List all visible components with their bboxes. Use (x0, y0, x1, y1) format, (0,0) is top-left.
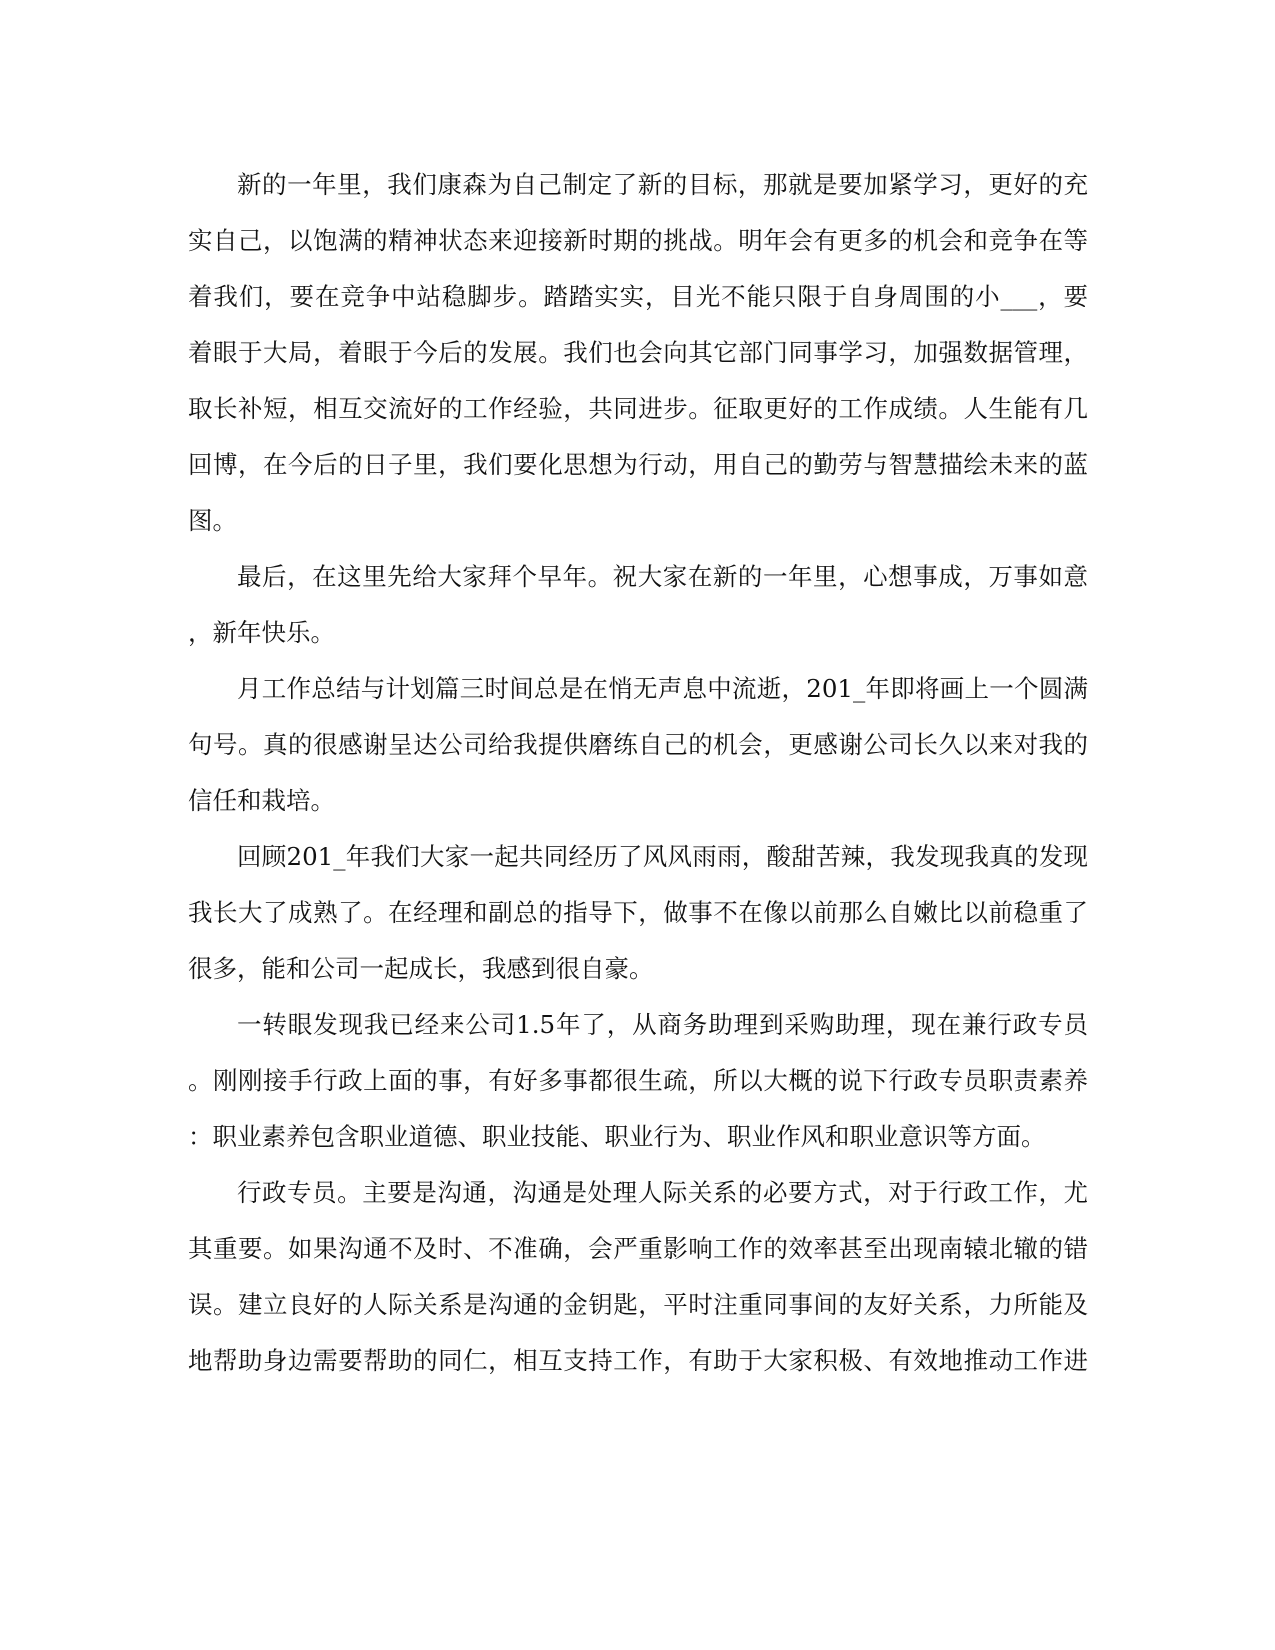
paragraph-6-line-3: 误。建立良好的人际关系是沟通的金钥匙，平时注重同事间的友好关系，力所能及 (188, 1290, 1088, 1319)
paragraph-1-line-3: 着我们，要在竞争中站稳脚步。踏踏实实，目光不能只限于自身周围的小___，要 (188, 282, 1088, 311)
paragraph-1-line-7: 图。 (188, 506, 237, 535)
paragraph-5-line-2: 。刚刚接手行政上面的事，有好多事都很生疏，所以大概的说下行政专员职责素养 (188, 1066, 1088, 1095)
paragraph-1-line-5: 取长补短，相互交流好的工作经验，共同进步。征取更好的工作成绩。人生能有几 (188, 394, 1088, 423)
paragraph-3-line-2: 句号。真的很感谢呈达公司给我提供磨练自己的机会，更感谢公司长久以来对我的 (188, 730, 1088, 759)
paragraph-1-line-6: 回博，在今后的日子里，我们要化思想为行动，用自己的勤劳与智慧描绘未来的蓝 (188, 450, 1088, 479)
paragraph-5-line-3: ：职业素养包含职业道德、职业技能、职业行为、职业作风和职业意识等方面。 (188, 1122, 1046, 1151)
paragraph-4-line-1: 回顾201_年我们大家一起共同经历了风风雨雨，酸甜苦辣，我发现我真的发现 (237, 842, 1088, 871)
paragraph-2-line-2: ，新年快乐。 (188, 618, 335, 647)
paragraph-3-line-3: 信任和栽培。 (188, 786, 335, 815)
paragraph-5-line-1: 一转眼发现我已经来公司1.5年了，从商务助理到采购助理，现在兼行政专员 (237, 1010, 1088, 1039)
paragraph-6-line-4: 地帮助身边需要帮助的同仁，相互支持工作，有助于大家积极、有效地推动工作进 (188, 1346, 1088, 1375)
paragraph-1-line-1: 新的一年里，我们康森为自己制定了新的目标，那就是要加紧学习，更好的充 (237, 170, 1088, 199)
paragraph-4-line-2: 我长大了成熟了。在经理和副总的指导下，做事不在像以前那么自嫩比以前稳重了 (188, 898, 1088, 927)
paragraph-1-line-2: 实自己，以饱满的精神状态来迎接新时期的挑战。明年会有更多的机会和竞争在等 (188, 226, 1088, 255)
paragraph-3-line-1: 月工作总结与计划篇三时间总是在悄无声息中流逝，201_年即将画上一个圆满 (237, 674, 1088, 703)
paragraph-6-line-2: 其重要。如果沟通不及时、不准确，会严重影响工作的效率甚至出现南辕北辙的错 (188, 1234, 1088, 1263)
paragraph-4-line-3: 很多，能和公司一起成长，我感到很自豪。 (188, 954, 654, 983)
paragraph-6-line-1: 行政专员。主要是沟通，沟通是处理人际关系的必要方式，对于行政工作，尤 (237, 1178, 1088, 1207)
paragraph-1-line-4: 着眼于大局，着眼于今后的发展。我们也会向其它部门同事学习，加强数据管理， (188, 338, 1088, 367)
paragraph-2-line-1: 最后，在这里先给大家拜个早年。祝大家在新的一年里，心想事成，万事如意 (237, 562, 1088, 591)
